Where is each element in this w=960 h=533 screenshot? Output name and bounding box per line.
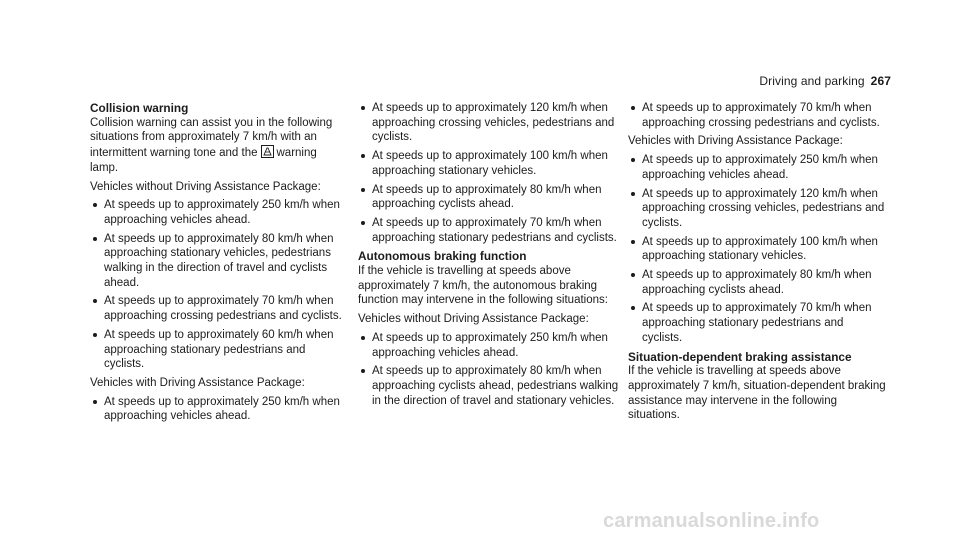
with-package-label: Vehicles with Driving Assistance Package: (90, 376, 305, 389)
intro-text-end: warning lamp. (90, 147, 317, 174)
with-package-label: Vehicles with Driving Assistance Package: (628, 135, 843, 148)
column-1 (90, 101, 348, 428)
section-title: Driving and parking (759, 74, 865, 88)
list-item: At speeds up to approximately 250 km/h when approaching vehicles ahead. (90, 395, 348, 424)
with-package-list (628, 153, 886, 345)
with-package-list-continued (358, 101, 620, 245)
list-item: At speeds up to approximately 120 km/h when approaching crossing vehicles, pedestrians and cyclists. (628, 187, 886, 231)
collision-warning-heading: Collision warning (90, 101, 189, 115)
distance-warning-lamp-icon (261, 145, 274, 158)
list-item: At speeds up to approximately 80 km/h when approaching cyclists ahead, pedestrians walking in the direction of travel and stationary vehicles. (358, 364, 620, 408)
without-package-label: Vehicles without Driving Assistance Package: (90, 180, 321, 193)
list-item: At speeds up to approximately 100 km/h when approaching stationary vehicles. (628, 235, 886, 264)
intro-text: Collision warning can assist you in the following situations from approximately 7 km/h with an intermittent warning tone and the (90, 116, 333, 160)
without-package-list-continued (628, 101, 886, 130)
list-item: At speeds up to approximately 70 km/h when approaching stationary pedestrians and cyclists. (358, 216, 620, 245)
list-item: At speeds up to approximately 80 km/h when approaching cyclists ahead. (358, 183, 620, 212)
page-header (759, 74, 891, 88)
column-3 (628, 101, 886, 427)
list-item: At speeds up to approximately 70 km/h when approaching crossing pedestrians and cyclists. (90, 294, 348, 323)
without-package-label: Vehicles without Driving Assistance Package: (358, 313, 589, 326)
autonomous-braking-heading: Autonomous braking function (358, 249, 527, 264)
list-item: At speeds up to approximately 70 km/h when approaching stationary pedestrians and cyclists. (628, 301, 886, 345)
collision-warning-intro (90, 116, 348, 176)
list-item: At speeds up to approximately 250 km/h when approaching vehicles ahead. (628, 153, 886, 182)
list-item: At speeds up to approximately 80 km/h when approaching cyclists ahead. (628, 268, 886, 297)
list-item: At speeds up to approximately 80 km/h when approaching stationary vehicles, pedestrians walking in the direction of travel and cyclists ahead. (90, 232, 348, 291)
without-package-list (90, 198, 348, 372)
list-item: At speeds up to approximately 250 km/h when approaching vehicles ahead. (90, 198, 348, 227)
list-item: At speeds up to approximately 250 km/h when approaching vehicles ahead. (358, 331, 620, 360)
list-item: At speeds up to approximately 60 km/h when approaching stationary pedestrians and cyclists. (90, 328, 348, 372)
list-item: At speeds up to approximately 120 km/h when approaching crossing vehicles, pedestrians and cyclists. (358, 101, 620, 145)
without-package-list (358, 331, 620, 409)
list-item: At speeds up to approximately 100 km/h when approaching stationary vehicles. (358, 149, 620, 178)
watermark: carmanualsonline.info (603, 510, 820, 532)
braking-assistance-heading: Situation-dependent braking assistance (628, 349, 852, 364)
column-2 (358, 101, 620, 412)
autonomous-braking-intro: If the vehicle is travelling at speeds above approximately 7 km/h, the autonomous braking function may intervene in the following situations: (358, 265, 608, 307)
list-item: At speeds up to approximately 70 km/h when approaching crossing pedestrians and cyclists. (628, 101, 886, 130)
braking-assistance-intro: If the vehicle is travelling at speeds above approximately 7 km/h, situation-dependent braking assistance may intervene in the following situations. (628, 365, 886, 422)
with-package-list (90, 395, 348, 424)
page-number: 267 (870, 74, 891, 88)
